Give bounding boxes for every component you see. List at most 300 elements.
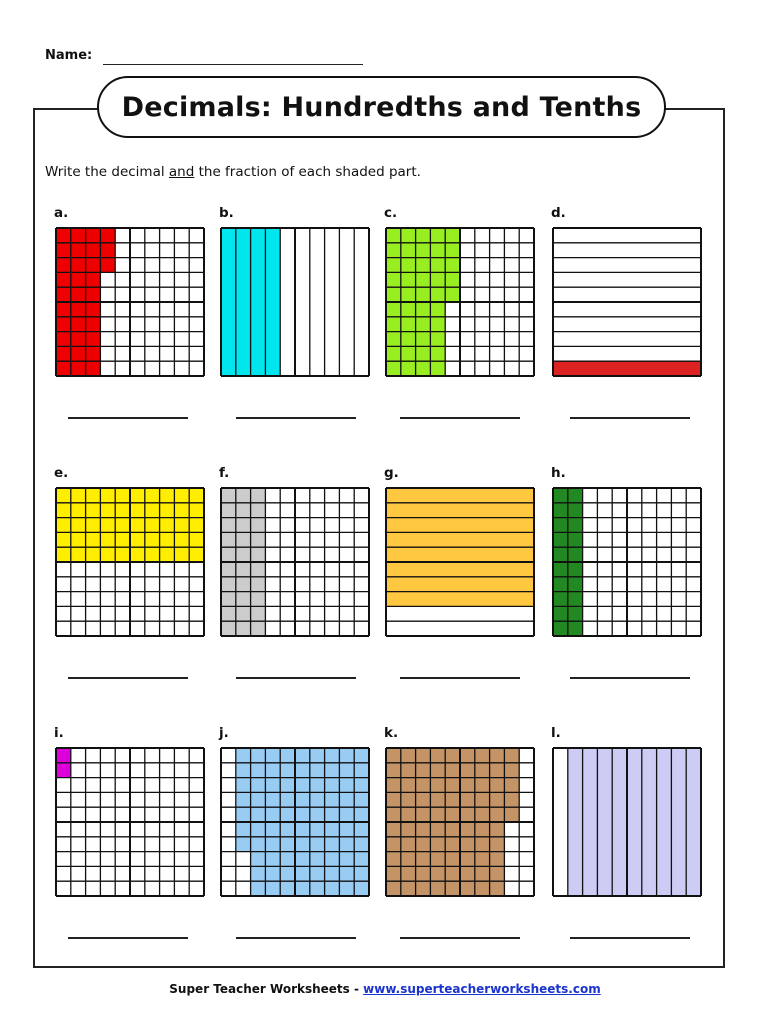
shaded-cell: [490, 792, 505, 807]
shaded-cell: [553, 518, 568, 533]
shaded-cell: [416, 228, 431, 243]
shaded-cell: [445, 258, 460, 273]
shaded-cell: [401, 317, 416, 332]
shaded-cell: [236, 577, 251, 592]
shaded-cell: [115, 518, 130, 533]
shaded-cell: [160, 518, 175, 533]
shaded-cell: [430, 822, 445, 837]
shaded-cell: [295, 748, 310, 763]
shaded-cell: [401, 748, 416, 763]
shaded-cell: [339, 778, 354, 793]
shaded-cell: [145, 532, 160, 547]
shaded-cell: [145, 547, 160, 562]
footer-link[interactable]: www.superteacherworksheets.com: [363, 982, 601, 996]
shaded-cell: [174, 532, 189, 547]
shaded-cell: [295, 778, 310, 793]
shaded-cell: [430, 361, 445, 376]
shaded-cell: [310, 837, 325, 852]
shaded-cell: [339, 866, 354, 881]
shaded-cell: [100, 488, 115, 503]
answer-line[interactable]: [68, 417, 188, 419]
shaded-cell: [460, 866, 475, 881]
shaded-cell: [568, 532, 583, 547]
answer-line[interactable]: [570, 677, 690, 679]
shaded-cell: [416, 792, 431, 807]
shaded-cell: [568, 518, 583, 533]
shaded-cell: [160, 488, 175, 503]
shaded-cell: [236, 778, 251, 793]
shaded-cell: [553, 606, 568, 621]
shaded-cell: [251, 866, 266, 881]
shaded-cell: [86, 317, 101, 332]
shaded-cell: [354, 763, 369, 778]
name-label: Name:: [45, 48, 93, 63]
shaded-cell: [86, 302, 101, 317]
shaded-cell: [445, 792, 460, 807]
shaded-cell: [174, 488, 189, 503]
shaded-cell: [386, 258, 401, 273]
shaded-cell: [56, 272, 71, 287]
shaded-cell: [475, 807, 490, 822]
shaded-cell: [416, 822, 431, 837]
problem-label: b.: [219, 205, 234, 221]
shaded-cell: [401, 258, 416, 273]
shaded-cell: [401, 792, 416, 807]
shaded-cell: [553, 562, 568, 577]
shaded-cell: [386, 822, 401, 837]
shaded-cell: [386, 778, 401, 793]
shaded-cell: [339, 807, 354, 822]
shaded-cell: [56, 228, 71, 243]
shaded-cell: [236, 562, 251, 577]
answer-line[interactable]: [236, 677, 356, 679]
shaded-cell: [295, 837, 310, 852]
shaded-cell: [325, 807, 340, 822]
shaded-cell: [221, 547, 236, 562]
shaded-cell: [430, 866, 445, 881]
shaded-cell: [221, 606, 236, 621]
shaded-cell: [310, 792, 325, 807]
shaded-cell: [460, 778, 475, 793]
shaded-cell: [115, 503, 130, 518]
shaded-cell: [475, 822, 490, 837]
shaded-cell: [354, 866, 369, 881]
shaded-cell: [86, 346, 101, 361]
shaded-cell: [100, 518, 115, 533]
shaded-cell: [401, 866, 416, 881]
shaded-cell: [71, 361, 86, 376]
problem-label: d.: [551, 205, 566, 221]
shaded-cell: [189, 532, 204, 547]
shaded-cell: [430, 243, 445, 258]
shaded-cell: [445, 272, 460, 287]
shaded-cell: [386, 763, 401, 778]
shaded-cell: [430, 228, 445, 243]
shaded-cell: [86, 518, 101, 533]
shaded-cell: [236, 532, 251, 547]
answer-line[interactable]: [68, 937, 188, 939]
shaded-cell: [160, 532, 175, 547]
shaded-cell: [490, 822, 505, 837]
shaded-cell: [354, 748, 369, 763]
shaded-cell: [445, 763, 460, 778]
shaded-cell: [236, 807, 251, 822]
decimal-grid: [55, 227, 205, 377]
shaded-cell: [310, 763, 325, 778]
shaded-cell: [339, 822, 354, 837]
shaded-cell: [460, 852, 475, 867]
shaded-cell: [568, 621, 583, 636]
shaded-cell: [295, 866, 310, 881]
shaded-cell: [56, 547, 71, 562]
answer-line[interactable]: [570, 937, 690, 939]
shaded-cell: [56, 503, 71, 518]
shaded-cell: [280, 866, 295, 881]
shaded-cell: [416, 763, 431, 778]
shaded-cell: [280, 822, 295, 837]
shaded-cell: [86, 287, 101, 302]
shaded-cell: [490, 881, 505, 896]
shaded-cell: [416, 243, 431, 258]
shaded-cell: [504, 807, 519, 822]
shaded-cell: [251, 881, 266, 896]
shaded-cell: [416, 866, 431, 881]
shaded-cell: [221, 503, 236, 518]
shaded-cell: [401, 272, 416, 287]
shaded-cell: [325, 792, 340, 807]
shaded-cell: [416, 361, 431, 376]
shaded-cell: [354, 837, 369, 852]
shaded-cell: [416, 881, 431, 896]
shaded-cell: [251, 852, 266, 867]
shaded-cell: [386, 332, 401, 347]
shaded-cell: [251, 503, 266, 518]
shaded-cell: [445, 287, 460, 302]
shaded-cell: [490, 748, 505, 763]
shaded-cell: [71, 258, 86, 273]
shaded-cell: [56, 317, 71, 332]
shaded-cell: [251, 547, 266, 562]
shaded-cell: [445, 852, 460, 867]
shaded-cell: [445, 866, 460, 881]
shaded-cell: [354, 881, 369, 896]
shaded-cell: [445, 228, 460, 243]
shaded-cell: [386, 361, 401, 376]
shaded-cell: [401, 361, 416, 376]
shaded-cell: [325, 837, 340, 852]
shaded-cell: [71, 488, 86, 503]
shaded-cell: [236, 621, 251, 636]
decimal-grid: [552, 227, 702, 377]
shaded-cell: [490, 837, 505, 852]
shaded-cell: [71, 346, 86, 361]
answer-line[interactable]: [570, 417, 690, 419]
shaded-cell: [221, 577, 236, 592]
shaded-cell: [504, 748, 519, 763]
shaded-cell: [56, 361, 71, 376]
shaded-cell: [490, 778, 505, 793]
shaded-cell: [56, 532, 71, 547]
shaded-cell: [236, 792, 251, 807]
shaded-cell: [100, 547, 115, 562]
shaded-cell: [490, 866, 505, 881]
shaded-cell: [86, 272, 101, 287]
shaded-cell: [460, 792, 475, 807]
shaded-cell: [130, 488, 145, 503]
shaded-cell: [354, 822, 369, 837]
shaded-cell: [189, 518, 204, 533]
shaded-cell: [386, 302, 401, 317]
decimal-grid: [385, 747, 535, 897]
shaded-cell: [130, 503, 145, 518]
shaded-cell: [265, 837, 280, 852]
shaded-cell: [386, 317, 401, 332]
answer-line[interactable]: [68, 677, 188, 679]
shaded-cell: [310, 822, 325, 837]
shaded-cell: [130, 547, 145, 562]
shaded-cell: [100, 243, 115, 258]
shaded-cell: [310, 852, 325, 867]
shaded-cell: [386, 228, 401, 243]
shaded-cell: [251, 837, 266, 852]
shaded-cell: [265, 866, 280, 881]
shaded-cell: [56, 243, 71, 258]
shaded-cell: [71, 532, 86, 547]
shaded-cell: [251, 621, 266, 636]
shaded-cell: [71, 272, 86, 287]
shaded-cell: [56, 748, 71, 763]
decimal-grid: [385, 487, 535, 637]
shaded-cell: [401, 852, 416, 867]
shaded-cell: [401, 837, 416, 852]
shaded-cell: [430, 881, 445, 896]
shaded-cell: [221, 592, 236, 607]
shaded-cell: [553, 488, 568, 503]
shaded-cell: [265, 778, 280, 793]
shaded-cell: [295, 822, 310, 837]
shaded-cell: [265, 881, 280, 896]
shaded-cell: [236, 822, 251, 837]
shaded-cell: [295, 763, 310, 778]
shaded-cell: [386, 881, 401, 896]
shaded-cell: [325, 881, 340, 896]
shaded-cell: [280, 778, 295, 793]
shaded-cell: [295, 792, 310, 807]
instructions-post: the fraction of each shaded part.: [194, 164, 421, 180]
shaded-cell: [236, 518, 251, 533]
answer-line[interactable]: [236, 937, 356, 939]
problem-label: j.: [219, 725, 229, 741]
shaded-cell: [430, 332, 445, 347]
shaded-cell: [236, 606, 251, 621]
shaded-cell: [325, 763, 340, 778]
shaded-cell: [553, 577, 568, 592]
shaded-cell: [86, 361, 101, 376]
shaded-cell: [236, 763, 251, 778]
shaded-cell: [460, 837, 475, 852]
shaded-cell: [325, 778, 340, 793]
shaded-cell: [251, 792, 266, 807]
shaded-cell: [401, 346, 416, 361]
decimal-grid: [385, 227, 535, 377]
shaded-cell: [251, 748, 266, 763]
shaded-cell: [568, 503, 583, 518]
name-line[interactable]: [103, 64, 363, 65]
shaded-cell: [145, 503, 160, 518]
shaded-cell: [56, 287, 71, 302]
answer-line[interactable]: [236, 417, 356, 419]
shaded-cell: [265, 807, 280, 822]
answer-line[interactable]: [400, 937, 520, 939]
shaded-cell: [189, 488, 204, 503]
shaded-cell: [251, 606, 266, 621]
shaded-cell: [325, 822, 340, 837]
shaded-cell: [401, 778, 416, 793]
shaded-cell: [265, 822, 280, 837]
shaded-cell: [221, 518, 236, 533]
shaded-cell: [416, 346, 431, 361]
shaded-cell: [71, 547, 86, 562]
shaded-cell: [430, 317, 445, 332]
shaded-cell: [236, 547, 251, 562]
answer-line[interactable]: [400, 677, 520, 679]
shaded-cell: [401, 332, 416, 347]
shaded-cell: [86, 243, 101, 258]
shaded-cell: [568, 606, 583, 621]
shaded-cell: [251, 577, 266, 592]
shaded-cell: [86, 258, 101, 273]
shaded-cell: [251, 532, 266, 547]
shaded-cell: [86, 547, 101, 562]
shaded-cell: [86, 488, 101, 503]
shaded-cell: [280, 837, 295, 852]
shaded-cell: [460, 822, 475, 837]
shaded-cell: [553, 503, 568, 518]
shaded-cell: [386, 748, 401, 763]
instructions: [45, 164, 421, 180]
shaded-cell: [386, 243, 401, 258]
shaded-cell: [430, 792, 445, 807]
decimal-grid: [55, 747, 205, 897]
shaded-cell: [56, 346, 71, 361]
shaded-cell: [416, 302, 431, 317]
shaded-cell: [251, 562, 266, 577]
shaded-cell: [568, 488, 583, 503]
shaded-cell: [56, 488, 71, 503]
shaded-cell: [460, 748, 475, 763]
shaded-cell: [325, 748, 340, 763]
shaded-cell: [401, 243, 416, 258]
shaded-cell: [236, 503, 251, 518]
shaded-cell: [71, 518, 86, 533]
shaded-cell: [295, 881, 310, 896]
shaded-cell: [401, 822, 416, 837]
problem-label: k.: [384, 725, 399, 741]
shaded-cell: [475, 778, 490, 793]
instructions-pre: Write the decimal: [45, 164, 169, 180]
shaded-cell: [553, 621, 568, 636]
page-title: Decimals: Hundredths and Tenths: [121, 91, 642, 123]
answer-line[interactable]: [400, 417, 520, 419]
shaded-cell: [416, 837, 431, 852]
shaded-cell: [401, 302, 416, 317]
shaded-cell: [445, 822, 460, 837]
shaded-cell: [460, 881, 475, 896]
shaded-cell: [475, 866, 490, 881]
shaded-cell: [445, 837, 460, 852]
shaded-cell: [310, 778, 325, 793]
shaded-cell: [568, 562, 583, 577]
shaded-cell: [280, 881, 295, 896]
shaded-cell: [416, 287, 431, 302]
shaded-cell: [236, 488, 251, 503]
shaded-cell: [460, 763, 475, 778]
shaded-cell: [339, 763, 354, 778]
shaded-cell: [386, 837, 401, 852]
shaded-cell: [386, 792, 401, 807]
shaded-cell: [475, 881, 490, 896]
shaded-cell: [339, 852, 354, 867]
problem-label: f.: [219, 465, 230, 481]
shaded-cell: [339, 792, 354, 807]
decimal-grid: [552, 487, 702, 637]
shaded-cell: [339, 748, 354, 763]
shaded-cell: [386, 852, 401, 867]
footer: [0, 982, 770, 996]
shaded-cell: [310, 807, 325, 822]
shaded-cell: [460, 807, 475, 822]
shaded-cell: [401, 287, 416, 302]
shaded-cell: [339, 837, 354, 852]
shaded-cell: [325, 852, 340, 867]
problem-label: i.: [54, 725, 64, 741]
shaded-cell: [401, 881, 416, 896]
shaded-cell: [295, 852, 310, 867]
shaded-cell: [236, 592, 251, 607]
title-banner: [97, 76, 666, 138]
shaded-cell: [56, 258, 71, 273]
shaded-cell: [354, 792, 369, 807]
shaded-cell: [430, 287, 445, 302]
shaded-cell: [430, 807, 445, 822]
shaded-cell: [354, 852, 369, 867]
instructions-emph: and: [168, 164, 195, 180]
shaded-cell: [86, 228, 101, 243]
decimal-grid: [55, 487, 205, 637]
shaded-cell: [416, 748, 431, 763]
shaded-cell: [325, 866, 340, 881]
shaded-cell: [71, 228, 86, 243]
shaded-cell: [56, 763, 71, 778]
shaded-cell: [280, 763, 295, 778]
shaded-cell: [71, 332, 86, 347]
shaded-cell: [295, 807, 310, 822]
shaded-cell: [100, 532, 115, 547]
shaded-cell: [251, 763, 266, 778]
shaded-cell: [475, 763, 490, 778]
shaded-cell: [416, 778, 431, 793]
shaded-cell: [174, 547, 189, 562]
shaded-cell: [145, 518, 160, 533]
shaded-cell: [416, 272, 431, 287]
shaded-cell: [189, 503, 204, 518]
shaded-cell: [386, 272, 401, 287]
shaded-cell: [115, 488, 130, 503]
shaded-cell: [386, 346, 401, 361]
shaded-cell: [553, 547, 568, 562]
shaded-cell: [86, 532, 101, 547]
shaded-cell: [568, 577, 583, 592]
